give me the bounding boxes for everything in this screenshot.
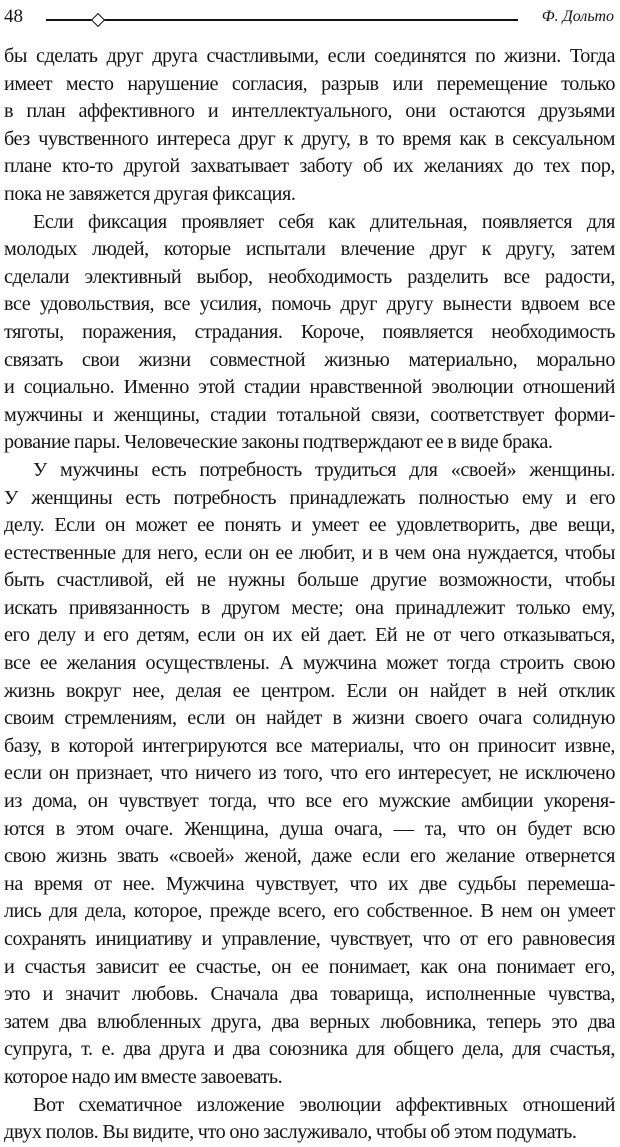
text-line: все ее желания осуществлены. А мужчина может тогда строить свою xyxy=(4,652,615,675)
text-line: затем два влюбленных друга, два верных любовника, теперь это два xyxy=(4,1010,615,1033)
text-line: рование пары. Человеческие законы подтверждают ее в виде брака. xyxy=(4,431,553,454)
text-line: связать свои жизни совместной жизнью материально, морально xyxy=(4,348,615,371)
running-head xyxy=(4,4,614,34)
text-line: которое надо им вместе завоевать. xyxy=(4,1065,283,1088)
text-line: базу, в которой интегрируются все материалы, что он приносит извне, xyxy=(4,734,615,757)
text-line: двух полов. Вы видите, что оно заслуживало, чтобы об этом подумать. xyxy=(4,1121,577,1144)
text-line: и счастья зависит ее счастье, он ее понимает, как она понимает его, xyxy=(4,955,615,978)
running-head-author: Ф. Дольто xyxy=(541,8,614,25)
text-line: искать привязанность в другом месте; она принадлежит только ему, xyxy=(4,596,615,619)
page-number: 48 xyxy=(4,6,23,27)
text-line: плане кто-то другой захватывает заботу об их желаниях до тех пор, xyxy=(4,155,615,178)
text-line: ются в этом очаге. Женщина, душа очага, — та, что он будет всю xyxy=(4,817,615,840)
diamond-ornament-icon xyxy=(91,13,105,27)
text-line: Если фиксация проявляет себя как длительная, появляется для xyxy=(33,210,615,233)
text-line: без чувственного интереса друг к другу, в то время как в сексуальном xyxy=(4,127,615,150)
text-line: жизнь вокруг нее, делая ее центром. Если он найдет в ней отклик xyxy=(4,679,615,702)
text-line: в план аффективного и интеллектуального, они остаются друзьями xyxy=(4,100,615,123)
text-line: тяготы, поражения, страдания. Короче, появляется необходимость xyxy=(4,320,615,343)
text-line: естественные для него, если он ее любит, и в чем она нуждается, чтобы xyxy=(4,541,615,564)
text-line: пока не завяжется другая фиксация. xyxy=(4,182,296,205)
header-rule xyxy=(46,19,518,21)
text-line: сделали элективный выбор, необходимость разделить все радости, xyxy=(4,265,615,288)
text-line: молодых людей, которые испытали влечение друг к другу, затем xyxy=(4,238,615,261)
text-line: все удовольствия, все усилия, помочь друг другу вынести вдвоем все xyxy=(4,293,615,316)
text-line: делу. Если он может ее понять и умеет ее удовлетворить, две вещи, xyxy=(4,514,615,537)
text-line: своим стремлениям, если он найдет в жизни своего очага солидную xyxy=(4,707,615,730)
text-line: имеет место нарушение согласия, разрыв или перемещение только xyxy=(4,72,615,95)
text-line: на время от нее. Мужчина чувствует, что их две судьбы перемеша- xyxy=(4,872,615,895)
text-line: и социально. Именно этой стадии нравственной эволюции отношений xyxy=(4,376,615,399)
text-line: лись для дела, которое, прежде всего, его собственное. В нем он умеет xyxy=(4,900,615,923)
text-line: Вот схематичное изложение эволюции аффективных отношений xyxy=(33,1093,615,1116)
text-line: из дома, он чувствует тогда, что все его мужские амбиции укореня- xyxy=(4,790,615,813)
text-line: мужчины и женщины, стадии тотальной связи, соответствует форми- xyxy=(4,403,615,426)
text-line: супруга, т. е. два друга и два союзника для общего дела, для счастья, xyxy=(4,1038,615,1061)
text-line: У женщины есть потребность принадлежать полностью ему и его xyxy=(4,486,615,509)
text-line: У мужчины есть потребность трудиться для «своей» женщины. xyxy=(33,458,615,481)
text-line: бы сделать друг друга счастливыми, если соединятся по жизни. Тогда xyxy=(4,45,615,67)
text-line: это и значит любовь. Сначала два товарища, исполненные чувства, xyxy=(4,983,615,1006)
body-text xyxy=(4,43,615,1147)
text-line: сохранять инициативу и управление, чувствует, что от его равновесия xyxy=(4,928,615,950)
text-line: его делу и его детям, если он их ей дает. Ей не от чего отказываться, xyxy=(4,624,615,647)
text-line: свою жизнь звать «своей» женой, даже если его желание отвернется xyxy=(4,845,615,868)
text-line: быть счастливой, ей не нужны больше другие возможности, чтобы xyxy=(4,569,615,592)
text-line: если он признает, что ничего из того, что его интересует, не исключено xyxy=(4,762,615,785)
